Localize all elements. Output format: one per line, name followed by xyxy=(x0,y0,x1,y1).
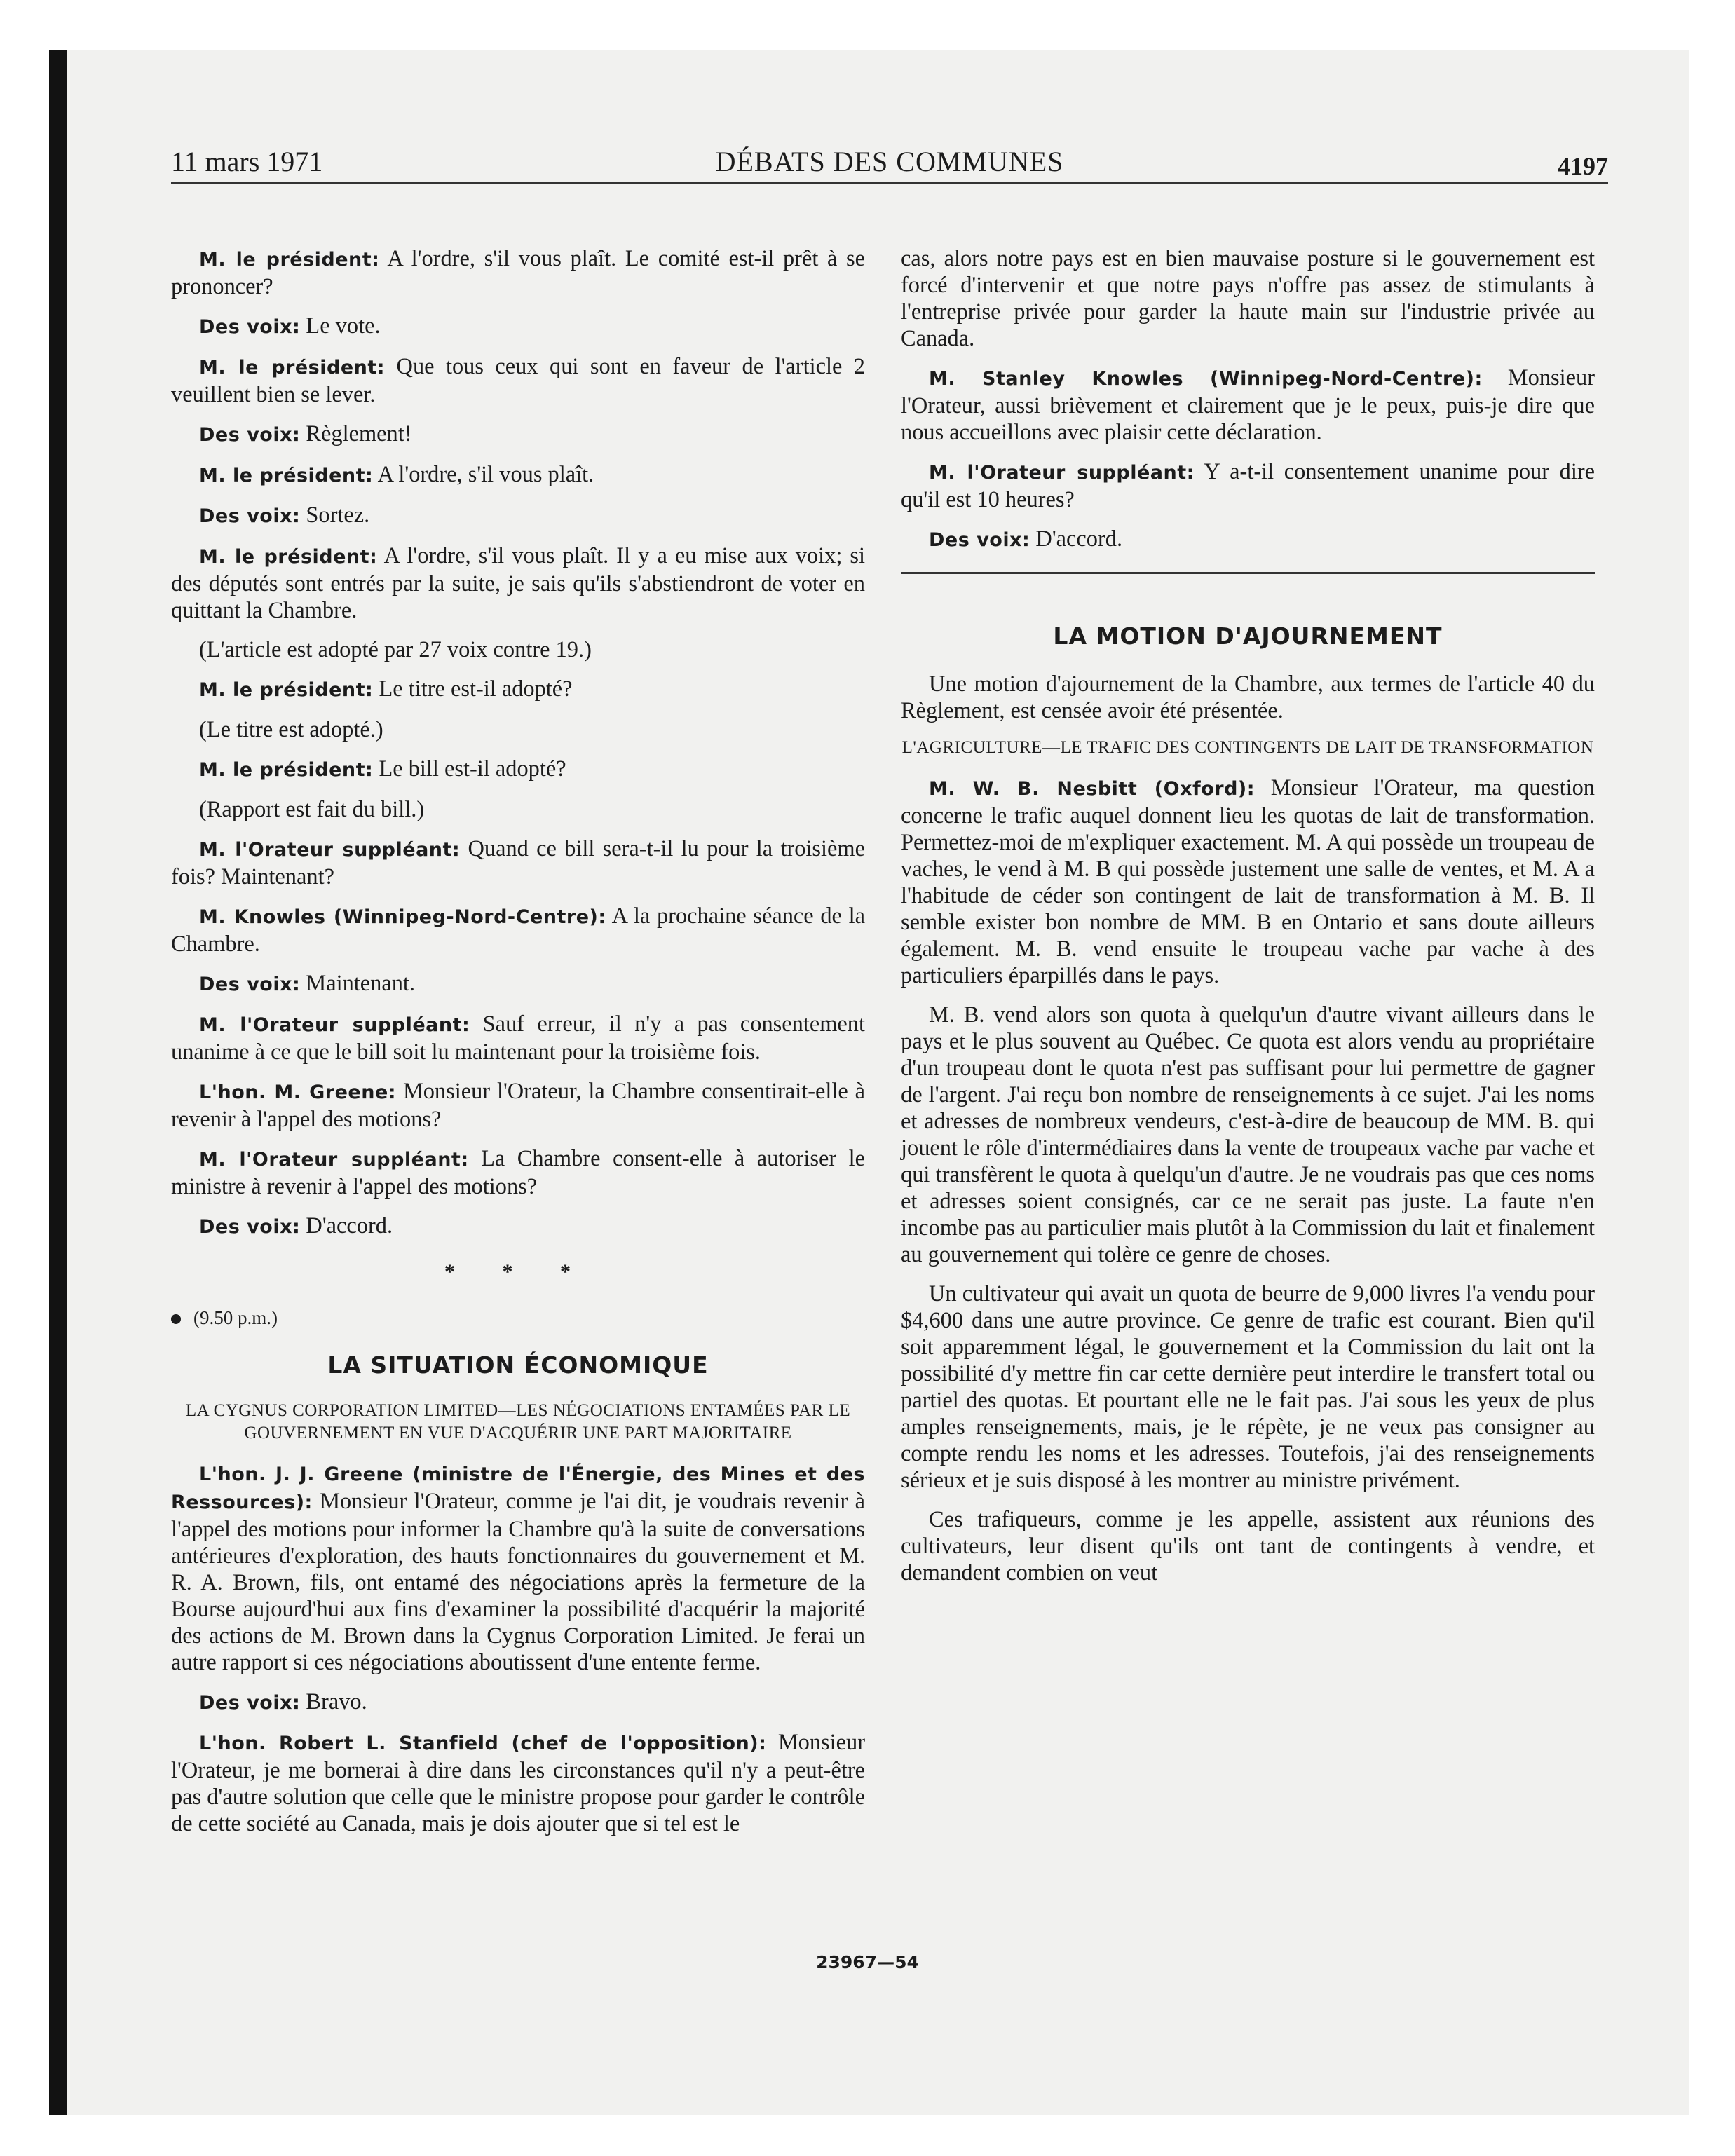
paragraph xyxy=(171,1145,865,1200)
speaker: Des voix: xyxy=(199,1216,301,1238)
speech: Quand ce bill sera-t-il lu pour la troisième fois? Maintenant? xyxy=(171,836,865,889)
speech: D'accord. xyxy=(306,1213,393,1239)
procedural-note: (Rapport est fait du bill.) xyxy=(199,797,425,822)
section-subheading: L'AGRICULTURE—LE TRAFIC DES CONTINGENTS DE LAIT DE TRANSFORMATION xyxy=(901,738,1594,757)
paragraph xyxy=(171,421,865,449)
paragraph xyxy=(171,1688,865,1717)
speaker: M. Stanley Knowles (Winnipeg-Nord-Centre): xyxy=(929,368,1483,390)
paragraph xyxy=(901,458,1595,513)
paragraph xyxy=(171,676,865,704)
speech: Monsieur l'Orateur, la Chambre consentirait-elle à revenir à l'appel des motions? xyxy=(171,1079,865,1132)
speech: Que tous ceux qui sont en faveur de l'article 2 veuillent bien se lever. xyxy=(171,354,865,407)
speech: A l'ordre, s'il vous plaît. Le comité est-il prêt à se prononcer? xyxy=(171,246,866,299)
paragraph xyxy=(171,313,865,341)
page-header xyxy=(171,140,1608,184)
paragraph xyxy=(171,1011,865,1065)
speech: Le bill est-il adopté? xyxy=(379,756,566,782)
paragraph xyxy=(171,1213,865,1241)
speaker: Des voix: xyxy=(929,529,1030,551)
speaker: Des voix: xyxy=(199,505,301,527)
speech: Y a-t-il consentement unanime pour dire qu'il est 10 heures? xyxy=(901,459,1595,512)
speech: Sortez. xyxy=(306,503,370,528)
time-marker xyxy=(171,1304,865,1331)
section-separator: * * * xyxy=(444,1260,592,1283)
speech: Règlement! xyxy=(306,421,412,446)
speaker: M. W. B. Nesbitt (Oxford): xyxy=(929,778,1256,800)
speaker: M. l'Orateur suppléant: xyxy=(199,1149,469,1171)
time-text: (9.50 p.m.) xyxy=(193,1307,278,1328)
speech: D'accord. xyxy=(1035,526,1123,552)
paragraph: Ces trafiqueurs, comme je les appelle, assistent aux réunions des cultivateurs, leur disent qu'ils ont tant de contingents à vendre, et demandent combien on veut xyxy=(901,1507,1595,1585)
speech: Bravo. xyxy=(306,1689,367,1714)
paragraph: cas, alors notre pays est en bien mauvaise posture si le gouvernement est forcé d'intervenir et que notre pays n'offre pas assez de stimulants à l'entreprise privée pour garder la haute main sur l'industrie privée au Canada. xyxy=(901,246,1595,351)
speaker: M. le président: xyxy=(199,465,374,486)
section-heading: LA MOTION D'AJOURNEMENT xyxy=(1053,622,1443,650)
paragraph xyxy=(171,245,865,300)
speaker: M. le président: xyxy=(199,759,374,781)
speech: Sauf erreur, il n'y a pas consentement unanime à ce que le bill soit lu maintenant pour la troisième fois. xyxy=(171,1011,865,1065)
paragraph xyxy=(171,970,865,998)
paragraph xyxy=(171,903,865,957)
speech: Le vote. xyxy=(306,313,381,339)
page-number: 4197 xyxy=(1558,152,1608,180)
paragraph xyxy=(171,543,865,624)
left-column xyxy=(171,245,865,1850)
paragraph xyxy=(171,353,865,408)
speaker: Des voix: xyxy=(199,424,301,446)
paragraph: Un cultivateur qui avait un quota de beurre de 9,000 livres l'a vendu pour $4,600 dans une autre province. Ce genre de trafic est courant. Bien qu'il soit apparemment légal, le gouvernement et la Commission du lait ont la possibilité d'y mettre fin car cette dernière peut interdire le transfert total ou partiel des quotas. Et pourtant elle ne le fait pas. J'ai sous les yeux de plus amples renseignements, mais, je le répète, je ne veux pas consigner au compte rendu les noms et les adresses. Toutefois, j'ai des renseignements sérieux et je suis disposé à les montrer au ministre privément. xyxy=(901,1281,1595,1493)
speech: A l'ordre, s'il vous plaît. xyxy=(377,462,594,487)
speaker: M. l'Orateur suppléant: xyxy=(929,462,1195,484)
section-heading: LA SITUATION ÉCONOMIQUE xyxy=(327,1351,709,1379)
speaker: L'hon. Robert L. Stanfield (chef de l'opposition): xyxy=(199,1733,767,1754)
paragraph xyxy=(171,756,865,784)
paragraph xyxy=(901,526,1595,554)
header-date: 11 mars 1971 xyxy=(171,146,323,177)
speech: La Chambre consent-elle à autoriser le ministre à revenir à l'appel des motions? xyxy=(171,1146,865,1199)
speech: Le titre est-il adopté? xyxy=(379,676,573,702)
speaker: M. le président: xyxy=(199,679,374,701)
paragraph xyxy=(171,1729,865,1837)
section-subheading: LA CYGNUS CORPORATION LIMITED—LES NÉGOCIATIONS ENTAMÉES PAR LE GOUVERNEMENT EN VUE D'ACQUÉRIR UNE PART MAJORITAIRE xyxy=(185,1401,851,1442)
paragraph xyxy=(171,835,865,890)
speaker: M. Knowles (Winnipeg-Nord-Centre): xyxy=(199,906,606,928)
speech: Monsieur l'Orateur, aussi brièvement et clairement que je le peux, puis-je dire que nous accueillons avec plaisir cette déclaration. xyxy=(901,365,1595,445)
speaker: M. le président: xyxy=(199,249,380,271)
paragraph xyxy=(171,502,865,530)
speech: A la prochaine séance de la Chambre. xyxy=(171,903,866,957)
speaker: M. l'Orateur suppléant: xyxy=(199,839,461,861)
speaker: Des voix: xyxy=(199,316,301,338)
paragraph xyxy=(171,1460,865,1676)
speaker: Des voix: xyxy=(199,1692,301,1714)
right-column xyxy=(901,245,1595,1599)
speech: Monsieur l'Orateur, comme je l'ai dit, je voudrais revenir à l'appel des motions pour informer la Chambre qu'à la suite de conversations antérieures d'exploration, des hauts fonctionnaires du gouvernement et M. R. A. Brown, fils, ont entamé des négociations après la fermeture de la Bourse aujourd'hui aux fins d'examiner la possibilité d'acquérir la majorité des actions de M. Brown dans la Cygnus Corporation Limited. Je ferai un autre rapport si ces négociations aboutissent d'une entente ferme. xyxy=(171,1489,865,1675)
procedural-note: (L'article est adopté par 27 voix contre 19.) xyxy=(199,637,592,662)
bullet-icon xyxy=(171,1314,181,1324)
speaker: Des voix: xyxy=(199,974,301,995)
speaker: L'hon. J. J. Greene (ministre de l'Énergie, des Mines et des Ressources): xyxy=(171,1464,865,1513)
footer-signature: 23967—54 xyxy=(816,1952,919,1972)
paragraph xyxy=(171,461,865,489)
speaker: L'hon. M. Greene: xyxy=(199,1082,397,1103)
section-divider xyxy=(901,572,1595,574)
speaker: M. l'Orateur suppléant: xyxy=(199,1014,470,1036)
procedural-note: (Le titre est adopté.) xyxy=(199,717,383,742)
speaker: M. le président: xyxy=(199,546,378,568)
speech: Monsieur l'Orateur, je me bornerai à dire dans les circonstances qu'il n'y a peut-être pas d'autre solution que celle que le ministre propose pour garder le contrôle de cette société au Canada, mais je dois ajouter que si tel est le xyxy=(171,1730,865,1836)
paragraph xyxy=(901,364,1595,446)
paragraph xyxy=(901,775,1595,989)
speaker: M. le président: xyxy=(199,357,386,378)
speech: A l'ordre, s'il vous plaît. Il y a eu mise aux voix; si des députés sont entrés par la suite, je sais qu'ils s'abstiendront de voter en quittant la Chambre. xyxy=(171,543,866,623)
speech: Maintenant. xyxy=(306,971,416,996)
speech: Monsieur l'Orateur, ma question concerne le trafic auquel donnent lieu les quotas de lait de transformation. Permettez-moi de m'expliquer exactement. M. A qui possède un troupeau de vaches, le vend à M. B qui possède justement une salle de ventes, et M. A a l'habitude de céder son contingent de lait de transformation à M. B. Il semble exister bon nombre de MM. B en Ontario et sans doute ailleurs également. M. B. vend ensuite le troupeau vache par vache à des particuliers éparpillés dans le pays. xyxy=(901,775,1595,988)
paragraph: M. B. vend alors son quota à quelqu'un d'autre vivant ailleurs dans le pays et le plus souvent au Québec. Ce quota est alors vendu au propriétaire d'un troupeau dont le quota n'est pas suffisant pour lui permettre de gagner de l'argent. J'ai reçu bon nombre de renseignements à ce sujet. J'ai les noms et adresses de nombreux vendeurs, c'est-à-dire de beaucoup de MM. B. qui jouent le rôle d'intermédiaires dans la vente de troupeaux vache par vache et qui transfèrent le quota à quelqu'un d'autre. Je ne voudrais pas que ces noms et adresses soient consignés, car ce ne serait pas juste. La faute n'en incombe pas au particulier mais plutôt à la Commission du lait et finalement au gouvernement qui tolère ce genre de choses. xyxy=(901,1002,1595,1267)
paragraph: Une motion d'ajournement de la Chambre, aux termes de l'article 40 du Règlement, est censée avoir été présentée. xyxy=(901,671,1595,723)
paragraph xyxy=(171,1078,865,1133)
header-title: DÉBATS DES COMMUNES xyxy=(715,146,1064,177)
